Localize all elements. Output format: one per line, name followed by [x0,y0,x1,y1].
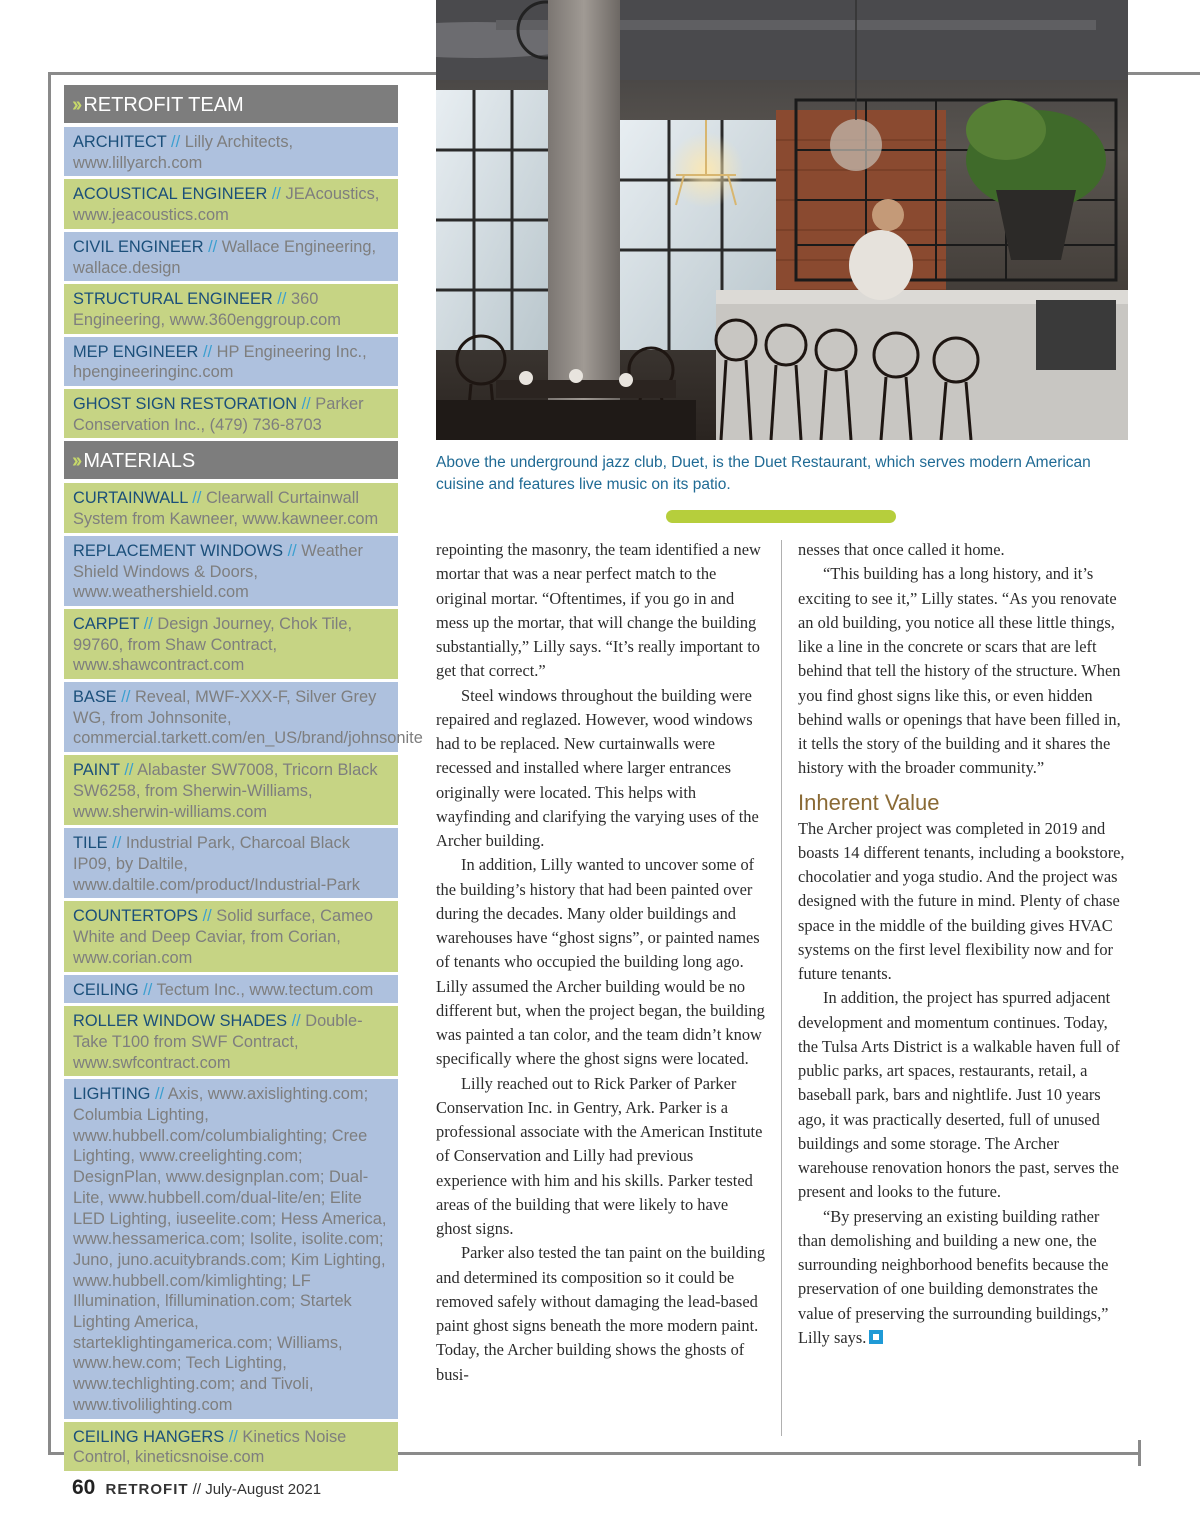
sidebar-entry [64,682,423,752]
sidebar [64,85,423,1474]
accent-divider [666,510,896,523]
sidebar-entry [64,127,398,176]
sidebar-entry [64,755,398,825]
entry-role: ACOUSTICAL ENGINEER [73,185,268,204]
entry-role: LIGHTING [73,1085,151,1104]
entry-role: COUNTERTOPS [73,907,199,926]
issue-date: // July-August 2021 [192,1481,322,1498]
entry-role: CURTAINWALL [73,489,188,508]
entry-text: Kinetics Noise Control, kineticsnoise.com [73,1427,347,1467]
sidebar-entry [64,1006,398,1076]
slash-separator: // [139,614,158,633]
slash-separator: // [150,1085,168,1104]
entry-text: Parker Conservation Inc., (479) 736-8703 [73,395,364,434]
retrofit-team-heading: ›› RETROFIT TEAM [64,85,398,123]
sidebar-entry [64,1079,398,1418]
paragraph: The Archer project was completed in 2019 and boasts 14 different tenants, including a bookstore, chocolatier and yoga studio. And the project was designed with the future in mind. Plenty of chase space in the middle of the building gives HVAC systems on the first level flexibility now and for future tenants. [798,818,1125,983]
entry-role: CARPET [73,614,140,633]
slash-separator: // [198,342,217,361]
frame-line-left [48,72,51,1455]
page-footer [72,1476,321,1500]
slash-separator: // [267,185,286,204]
sidebar-entry [64,337,398,386]
entry-role: REPLACEMENT WINDOWS [73,541,284,560]
paragraph: Parker also tested the tan paint on the building and determined its composition so it could be removed safely without damaging the lead-based paint ghost signs beneath the more modern paint. Today, the Archer building shows the ghosts of busi- [436,1243,766,1384]
slash-separator: // [119,761,138,780]
paragraph: Lilly reached out to Rick Parker of Parker Conservation Inc. in Gentry, Ark. Parker is a professional associate with the American Institute of Conservation and Lilly had previous experience with him and his skills. Parker tested areas of the building that were likely to have ghost signs. [436,1073,763,1238]
slash-separator: // [166,133,185,151]
entry-text: Solid surface, Cameo White and Deep Caviar, from Corian, www.corian.com [73,907,373,967]
sidebar-entry [64,609,398,679]
entry-text: HP Engineering Inc., hpengineeringinc.com [73,342,367,382]
entry-role: STRUCTURAL ENGINEER [73,290,273,309]
page-number: 60 [72,1476,96,1499]
sidebar-entry [64,232,398,281]
restaurant-photo [436,0,1128,440]
slash-separator: // [138,980,157,999]
subheading: Inherent Value [798,789,940,815]
double-chevron-icon: ›› [72,94,80,116]
article-column-1 [436,538,766,1387]
entry-text: 360 Engineering, www.360enggroup.com [73,290,341,329]
slash-separator: // [203,237,222,256]
entry-text: Design Journey, Chok Tile, 99760, from Shaw Contract, www.shawcontract.com [73,614,353,675]
entry-text: Alabaster SW7008, Tricorn Black SW6258, from Sherwin-Williams, www.sherwin-williams.com [73,761,378,821]
sidebar-entry [64,179,398,228]
entry-text: Lilly Architects, www.lillyarch.com [73,133,294,172]
sidebar-entry [64,284,398,333]
sidebar-entry [64,975,398,1004]
double-chevron-icon: ›› [72,450,80,473]
paragraph: repointing the masonry, the team identified a new mortar that was a near perfect match to the original mortar. “Oftentimes, if you go in and mess up the mortar, that will change the building substantially,” Lilly says. “It’s really important to get that correct.” [436,540,761,681]
entry-text: Weather Shield Windows & Doors, www.weathershield.com [73,541,363,602]
article-column-2 [798,538,1128,1350]
paragraph: In addition, Lilly wanted to uncover some of the building’s history that had been painted over during the decades. Many older buildings and warehouses have “ghost signs”, or painted names of tenants who occupied the building long ago. Lilly assumed the Archer building would be no different but, when the project began, the building was painted a tan color, and the team didn’t know specifically where the ghost signs were located. [436,855,765,1069]
entry-role: CEILING [73,980,139,999]
photo-caption: Above the underground jazz club, Duet, is the Duet Restaurant, which serves modern American cuisine and features live music on its patio. [436,454,1091,493]
magazine-name: RETROFIT [105,1481,189,1498]
entry-role: MEP ENGINEER [73,342,199,361]
entry-role: BASE [73,688,117,707]
paragraph: Steel windows throughout the building were repaired and reglazed. However, wood windows had to be replaced. New curtainwalls were recessed and installed where larger entrances originally were located. This helps with wayfinding and clarifying the varying uses of the Archer building. [436,685,759,850]
entry-text: Reveal, MWF-XXX-F, Silver Grey WG, from Johnsonite, commercial.tarkett.com/en_US/brand/johnsonite [73,688,423,748]
entry-role: ROLLER WINDOW SHADES [73,1012,288,1031]
slash-separator: // [198,907,217,926]
team-list [64,127,398,438]
materials-heading: ›› MATERIALS [64,441,398,479]
entry-text: Tectum Inc., www.tectum.com [156,980,374,999]
entry-text: Wallace Engineering, wallace.design [73,237,377,277]
entry-role: CEILING HANGERS [73,1427,225,1446]
paragraph [798,1205,1128,1351]
paragraph-text: “By preserving an existing building rather than demolishing and building a new one, the surrounding neighborhood benefits because the preservation of one building demonstrates the value of preserving the surrounding buildings,” Lilly says. [798,1206,1109,1347]
frame-line-top-right [1128,72,1200,75]
slash-separator: // [272,290,291,309]
slash-separator: // [297,395,316,414]
entry-text: Double-Take T100 from SWF Contract, www.swfcontract.com [73,1012,363,1072]
sidebar-entry [64,483,398,532]
frame-line-top [48,72,436,75]
end-mark-icon [869,1330,883,1344]
entry-text: Axis, www.axislighting.com; Columbia Lighting, www.hubbell.com/columbialighting; Cree Lighting, www.creelighting.com; DesignPlan, www.designplan.com; Dual-Lite, www.hubbell.com/dual-lite/en; Elite LED Lighting, iuseelite.com; Hess America, www.hessamerica.com; Isolite, isolite.com; Juno, juno.acuitybrands.com; Kim Lighting, www.hubbell.com/kimlighting; LF Illumination, lfillumination.com; Startek Lighting America, starteklightingamerica.com; Williams, www.hew.com; Tech Lighting, www.techlighting.com; and Tivoli, www.tivolilighting.com [73,1085,387,1414]
entry-role: GHOST SIGN RESTORATION [73,395,298,414]
sidebar-entry [64,901,398,971]
slash-separator: // [187,489,206,508]
sidebar-entry [64,536,398,606]
entry-text: JEAcoustics, www.jeacoustics.com [73,185,380,225]
sidebar-entry [64,828,398,898]
entry-text: Clearwall Curtainwall System from Kawneer, www.kawneer.com [73,489,379,529]
column-rule [781,540,782,1436]
sidebar-entry [64,1422,398,1471]
slash-separator: // [224,1427,243,1446]
slash-separator: // [287,1012,306,1031]
slash-separator: // [116,688,135,707]
entry-role: CIVIL ENGINEER [73,237,204,256]
paragraph: nesses that once called it home. [798,540,1005,559]
slash-separator: // [107,834,126,853]
entry-role: PAINT [73,761,120,780]
entry-role: ARCHITECT [73,133,167,151]
frame-tick [1138,1440,1141,1466]
paragraph: “This building has a long history, and it’s exciting to see it,” Lilly states. “As you renovate an old building, you notice all these little things, like a line in the concrete or scars that are left behind that tell the history of the structure. When you find ghost signs like this, or even hidden behind walls or openings that have been filled in, it tells the story of the building and it shares the history with the broader community.” [798,564,1121,778]
entry-role: TILE [73,834,108,853]
slash-separator: // [283,541,302,560]
entry-text: Industrial Park, Charcoal Black IP09, by Daltile, www.daltile.com/product/Industrial-Park [73,834,360,894]
paragraph: In addition, the project has spurred adjacent development and momentum continues. Today, the Tulsa Arts District is a walkable haven full of public parks, art spaces, restaurants, retail, a baseball park, bars and nightlife. Just 10 years ago, it was practically deserted, full of unused buildings and some storage. The Archer warehouse renovation honors the past, serves the present and looks to the future. [798,988,1120,1202]
sidebar-entry [64,389,398,438]
materials-list [64,483,423,1471]
